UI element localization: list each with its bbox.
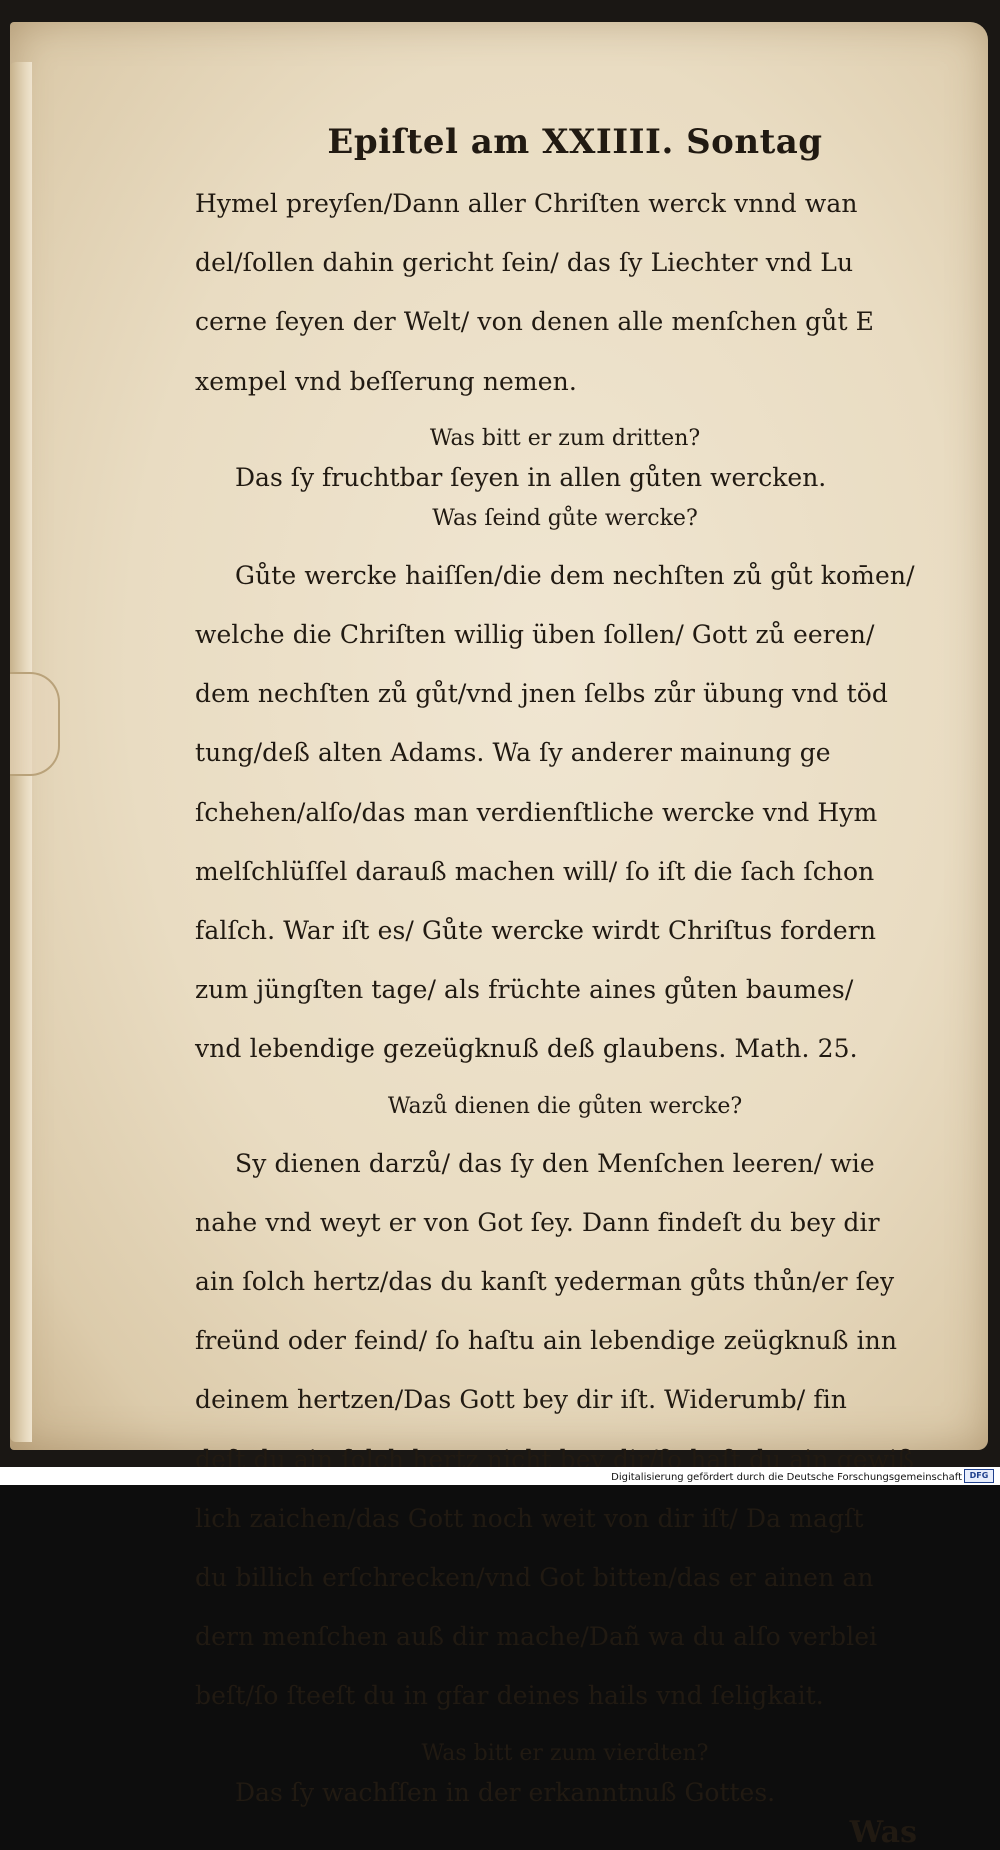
opening-paragraph — [195, 187, 935, 399]
text-line: lich zaichen/das Gott noch weit von dir iſt/ Da magſt — [195, 1502, 935, 1536]
answer-line: Das ſy wachſſen in der erkanntnuß Gottes. — [235, 1777, 935, 1809]
footer-bar — [0, 1467, 1000, 1485]
question-heading: Was bitt er zum dritten? — [195, 424, 935, 454]
text-line: xempel vnd beſſerung nemen. — [195, 365, 935, 399]
text-line: deſt du ain ſolch hertz nicht bey dir/ſo haſt du ain gewiß — [195, 1443, 935, 1477]
page-clip-mark — [10, 672, 60, 776]
text-line: dern menſchen auß dir mache/Dañ wa du alſo verblei — [195, 1620, 935, 1654]
text-line: Hymel preyſen/Dann aller Chriſten werck vnnd wan — [195, 187, 935, 221]
text-line: vnd lebendige gezeügknuß deß glaubens. Math. 25. — [195, 1032, 935, 1066]
text-line: Gůte wercke haiſſen/die dem nechſten zů gůt kom̄en/ — [195, 559, 935, 593]
text-line: du billich erſchrecken/vnd Got bitten/das er ainen an — [195, 1561, 935, 1595]
answer-line: Das ſy fruchtbar ſeyen in allen gůten wercken. — [235, 462, 935, 494]
text-line: ain ſolch hertz/das du kanſt yederman gůts thůn/er ſey — [195, 1265, 935, 1299]
text-line: nahe vnd weyt er von Got ſey. Dann findeſt du bey dir — [195, 1206, 935, 1240]
text-line: del/ſollen dahin gericht ſein/ das ſy Liechter vnd Lu — [195, 246, 935, 280]
text-line: tung/deß alten Adams. Wa ſy anderer mainung ge — [195, 736, 935, 770]
text-line: ſchehen/alſo/das man verdienſtliche wercke vnd Hym — [195, 796, 935, 830]
text-line: Sy dienen darzů/ das ſy den Menſchen leeren/ wie — [195, 1147, 935, 1181]
answer-paragraph — [195, 559, 935, 1067]
question-heading: Was ſeind gůte wercke? — [195, 504, 935, 534]
question-heading: Wazů dienen die gůten wercke? — [195, 1092, 935, 1122]
text-line: falſch. War iſt es/ Gůte wercke wirdt Chriſtus fordern — [195, 914, 935, 948]
text-line: dem nechſten zů gůt/vnd jnen ſelbs zůr übung vnd töd — [195, 677, 935, 711]
text-line: melſchlüſſel darauß machen will/ ſo iſt die ſach ſchon — [195, 855, 935, 889]
running-head: Epiſtel am XXIIII. Sontag — [215, 122, 935, 162]
book-page — [10, 22, 988, 1450]
dfg-logo-icon[interactable]: DFG — [964, 1469, 994, 1483]
funding-credit: Digitalisierung gefördert durch die Deutsche Forschungsgemeinschaft — [611, 1472, 962, 1483]
catchword — [195, 1815, 935, 1850]
text-line: beſt/ſo ſteeſt du in gfar deines hails vnd ſeligkait. — [195, 1679, 935, 1713]
answer-paragraph — [195, 1147, 935, 1714]
text-line: welche die Chriſten willig üben ſollen/ Gott zů eeren/ — [195, 618, 935, 652]
question-heading: Was bitt er zum vierdten? — [195, 1739, 935, 1769]
text-line: freünd oder feind/ ſo haſtu ain lebendige zeügknuß inn — [195, 1324, 935, 1358]
page-text — [195, 122, 935, 1850]
text-line: cerne ſeyen der Welt/ von denen alle menſchen gůt E — [195, 305, 935, 339]
text-line: deinem hertzen/Das Gott bey dir iſt. Widerumb/ fin — [195, 1383, 935, 1417]
text-line: zum jüngſten tage/ als früchte aines gůten baumes/ — [195, 973, 935, 1007]
